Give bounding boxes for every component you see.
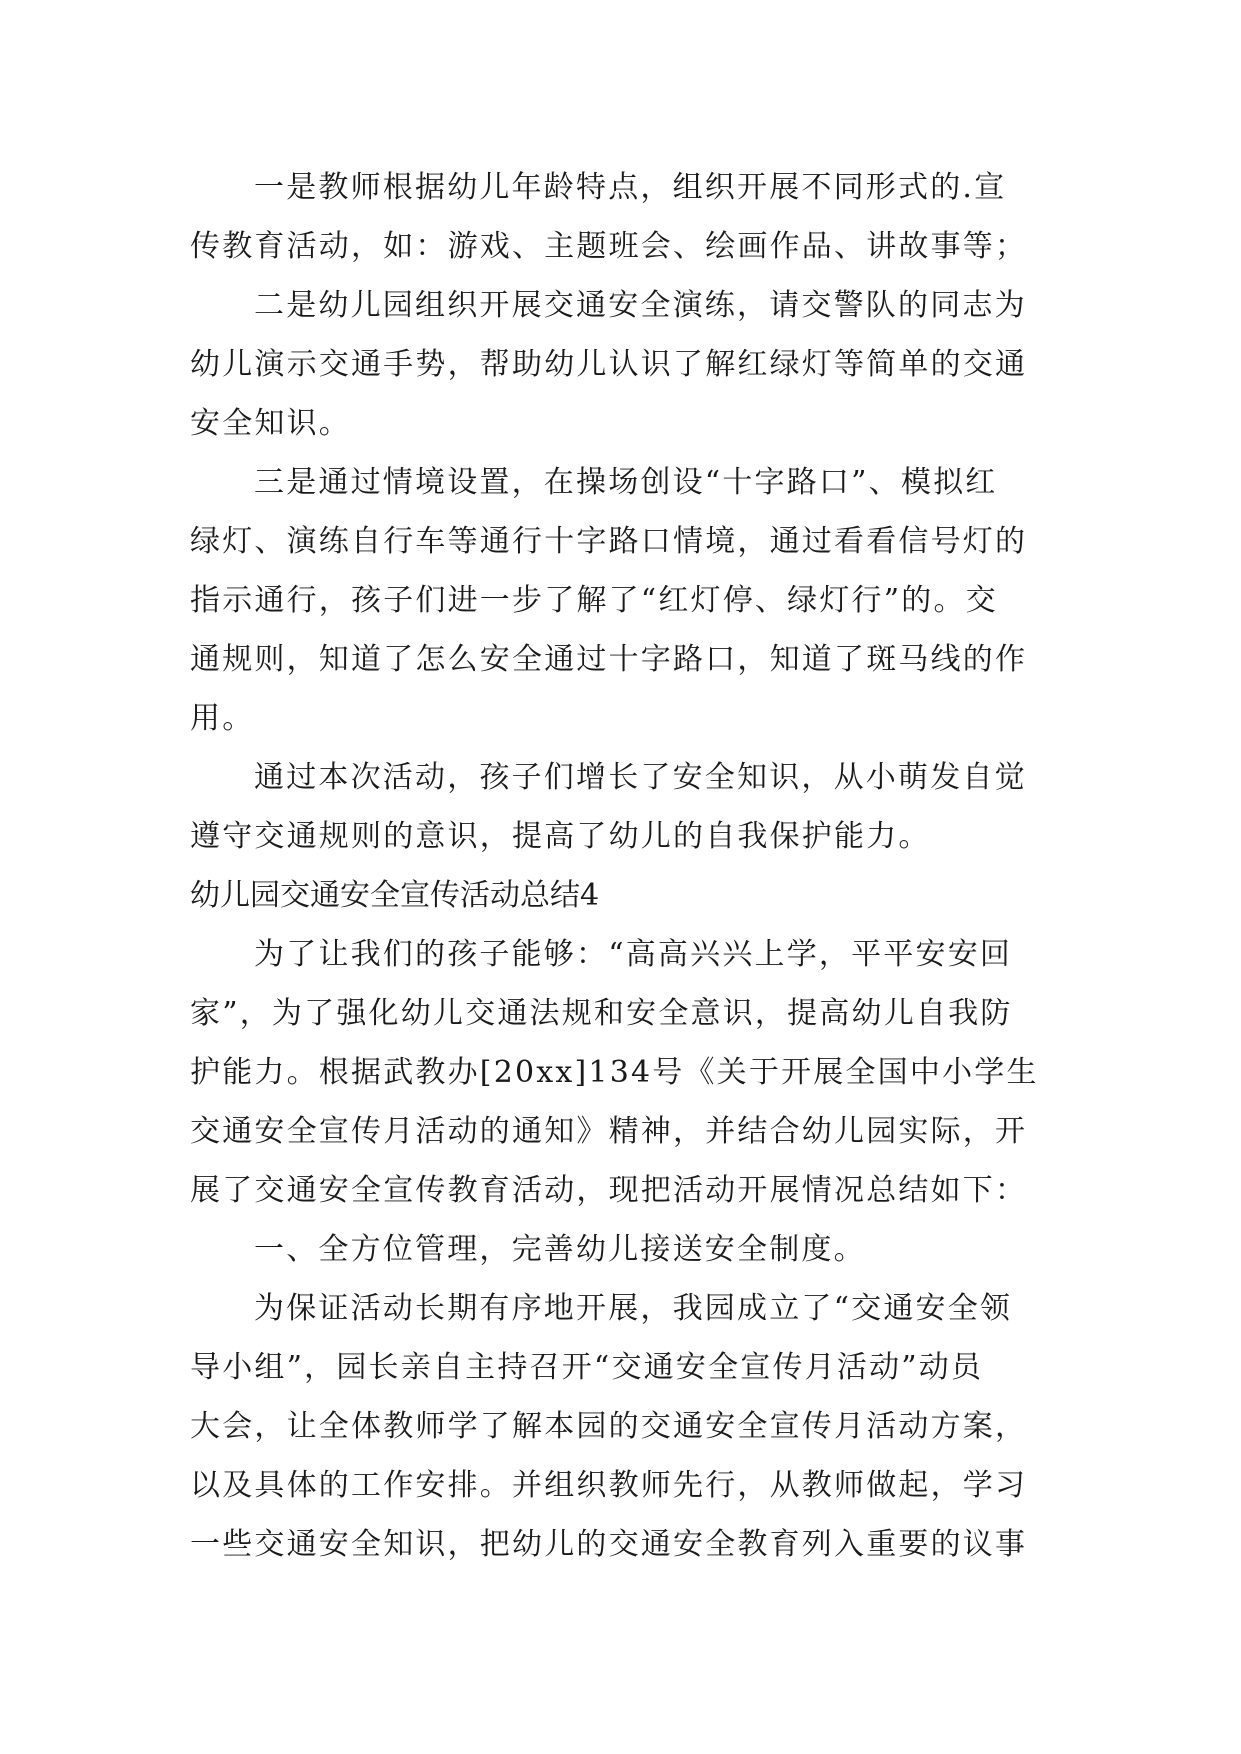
text-line: 为了让我们的孩子能够：“高高兴兴上学，平平安安回 <box>254 937 1013 972</box>
text-line: 通过本次活动，孩子们增长了安全知识，从小萌发自觉 <box>254 760 1027 795</box>
text-line: 三是通过情境设置，在操场创设“十字路口”、模拟红 <box>254 465 998 500</box>
text-line: 家”，为了强化幼儿交通法规和安全意识，提高幼儿自我防 <box>190 996 1013 1031</box>
text-line: 安全知识。 <box>190 406 351 441</box>
text-line: 二是幼儿园组织开展交通安全演练，请交警队的同志为 <box>254 288 1027 323</box>
document-body <box>190 158 1050 1574</box>
text-line: 用。 <box>190 701 255 736</box>
text-line: 一是教师根据幼儿年龄特点，组织开展不同形式的.宣 <box>254 170 1007 205</box>
text-line: 通规则，知道了怎么安全通过十字路口，知道了斑马线的作 <box>190 642 1028 677</box>
text-line: 展了交通安全宣传教育活动，现把活动开展情况总结如下： <box>190 1173 1028 1208</box>
text-line: 大会，让全体教师学了解本园的交通安全宣传月活动方案， <box>190 1409 1028 1444</box>
text-line: 绿灯、演练自行车等通行十字路口情境，通过看看信号灯的 <box>190 524 1028 559</box>
text-line: 指示通行，孩子们进一步了解了“红灯停、绿灯行”的。交 <box>190 583 998 618</box>
text-line: 遵守交通规则的意识，提高了幼儿的自我保护能力。 <box>190 819 931 854</box>
text-line: 一、全方位管理，完善幼儿接送安全制度。 <box>254 1232 866 1267</box>
text-line: 护能力。根据武教办[20xx]134号《关于开展全国中小学生 <box>190 1055 1039 1090</box>
text-line: 一些交通安全知识，把幼儿的交通安全教育列入重要的议事 <box>190 1527 1028 1562</box>
text-line: 传教育活动，如：游戏、主题班会、绘画作品、讲故事等； <box>190 229 1028 264</box>
text-line: 幼儿演示交通手势，帮助幼儿认识了解红绿灯等简单的交通 <box>190 347 1028 382</box>
text-line: 交通安全宣传月活动的通知》精神，并结合幼儿园实际，开 <box>190 1114 1028 1149</box>
text-line: 以及具体的工作安排。并组织教师先行，从教师做起，学习 <box>190 1468 1028 1503</box>
section-heading: 幼儿园交通安全宣传活动总结4 <box>190 878 600 913</box>
text-line: 导小组”，园长亲自主持召开“交通安全宣传月活动”动员 <box>190 1350 984 1385</box>
text-line: 为保证活动长期有序地开展，我园成立了“交通安全领 <box>254 1291 1013 1326</box>
